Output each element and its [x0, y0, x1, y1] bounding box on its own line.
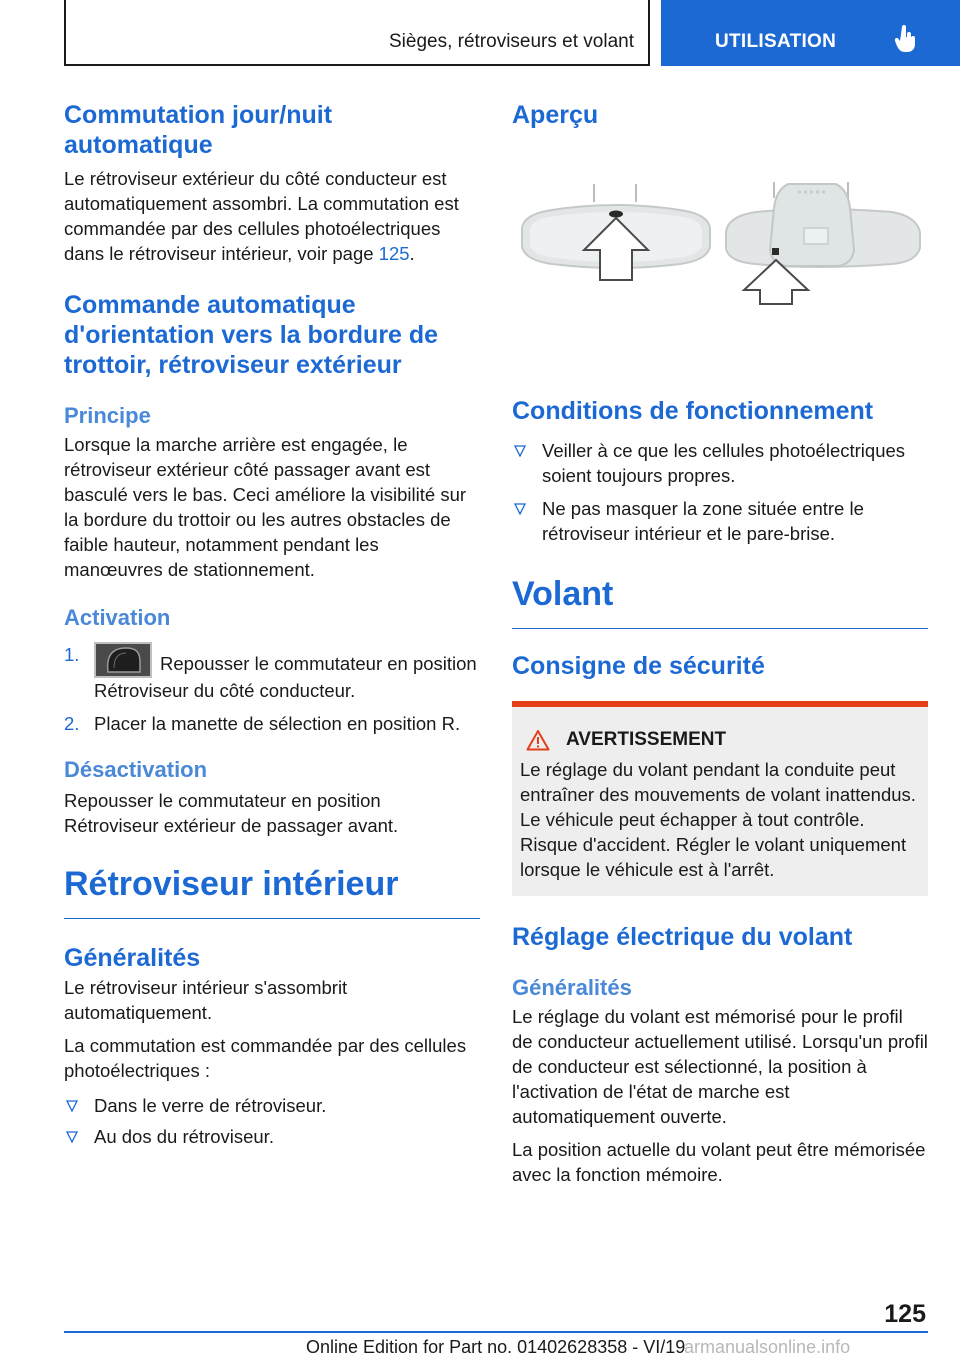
footer-divider: [64, 1331, 928, 1333]
heading-consigne: Consigne de sécurité: [512, 652, 765, 680]
paragraph-desactivation: Repousser le commutateur en position Rétroviseur extérieur de passager avant.: [64, 790, 399, 836]
paragraph-daynight-end: .: [409, 243, 415, 264]
header-chapter-tab[interactable]: [661, 0, 960, 66]
heading-apercu: Aperçu: [512, 101, 599, 129]
condition-text: Ne pas masquer la zone située entre le rétroviseur intérieur et le pare-brise.: [542, 498, 864, 544]
edition-note: Online Edition for Part no. 01402628358 - VI/19: [306, 1337, 686, 1357]
heading-daynight: Commutation jour/nuit automatique: [64, 101, 333, 159]
heading-curb: Commande automatique d'orientation vers la bordure de trottoir, rétroviseur extérieur: [64, 291, 439, 379]
paragraph-reglage2: La position actuelle du volant peut être mémorisée avec la fonction mémoire.: [512, 1139, 926, 1185]
header-section-title: Sièges, rétroviseurs et volant: [388, 31, 634, 52]
step-text: Placer la manette de sélection en position R.: [94, 713, 461, 734]
paragraph-gen2: La commutation est commandée par des cellules photoélectriques :: [64, 1035, 467, 1081]
header-chapter-title: UTILISATION: [715, 31, 837, 52]
pointing-hand-icon: [895, 25, 917, 53]
activation-step-2: [64, 711, 480, 736]
triangle-bullet-icon: [66, 1100, 78, 1112]
triangle-bullet-icon: [514, 503, 526, 515]
warning-text: Le réglage du volant pendant la conduite peut entraîner des mouvements de volant inattendus. Le véhicule peut échapper à tout contrôle. Risque d'accident. Régler le volant uniquement lorsque le véhicule est à l'arrêt.: [520, 759, 916, 880]
bullet-text: Au dos du rétroviseur.: [94, 1126, 274, 1147]
heading-desactivation: Désactivation: [64, 757, 208, 782]
step-number: 2.: [64, 713, 80, 734]
triangle-bullet-icon: [66, 1131, 78, 1143]
heading-reglage: Réglage électrique du volant: [512, 923, 853, 951]
bullet-item: [64, 1093, 480, 1118]
heading-activation: Activation: [64, 605, 171, 630]
header-section-box: [64, 0, 650, 66]
heading-volant: Volant: [512, 574, 928, 629]
heading-generalites: Généralités: [64, 944, 201, 972]
right-column: [512, 100, 928, 1187]
rear-view-mirror-illustration: [512, 178, 928, 368]
page-number: 125: [884, 1300, 926, 1328]
heading-generalites-2: Généralités: [512, 975, 632, 1000]
page-link[interactable]: 125: [378, 243, 410, 264]
paragraph-gen1: Le rétroviseur intérieur s'assombrit automatiquement.: [64, 977, 348, 1023]
bullet-item: [64, 1124, 480, 1149]
watermark: armanualsonline.info: [684, 1337, 851, 1357]
warning-box: [512, 707, 928, 896]
mirror-diagram: [512, 178, 928, 368]
triangle-bullet-icon: [514, 445, 526, 457]
left-column: [64, 100, 480, 1149]
condition-item: [512, 496, 928, 546]
condition-item: [512, 438, 928, 488]
warning-triangle-icon: [526, 729, 550, 751]
warning-block: [512, 701, 928, 896]
mirror-switch-button-icon: [94, 642, 152, 678]
heading-principe: Principe: [64, 403, 151, 428]
condition-text: Veiller à ce que les cellules photoélectriques soient toujours propres.: [542, 440, 906, 486]
heading-conditions: Conditions de fonctionnement: [512, 397, 874, 425]
paragraph-daynight: [64, 166, 480, 266]
step-number: 1.: [64, 644, 80, 665]
warning-title: [520, 729, 920, 751]
heading-retro-int: Rétroviseur intérieur: [64, 864, 480, 919]
paragraph-reglage1: Le réglage du volant est mémorisé pour le profil de conducteur actuellement utilisé. Lorsqu'un profil de conducteur est sélectionné, la position à l'activation de l'état de marche est automatiquement ouverte.: [512, 1006, 928, 1127]
bullet-text: Dans le verre de rétroviseur.: [94, 1095, 327, 1116]
warning-title-text: AVERTISSEMENT: [566, 729, 727, 750]
activation-step-1: [64, 642, 480, 703]
paragraph-daynight-text: Le rétroviseur extérieur du côté conducteur est automatiquement assombri. La commutation est commandée par des cellules photoélectriques dans le rétroviseur intérieur, voir page: [64, 168, 459, 264]
step-text: Repousser le commutateur en position Rétroviseur du côté conducteur.: [94, 653, 477, 701]
paragraph-principe: Lorsque la marche arrière est engagée, le rétroviseur extérieur côté passager avant est basculé vers le bas. Ceci améliore la visibilité sur la bordure du trottoir ou les autres obstacles de faible hauteur, notamment pendant les manœuvres de stationnement.: [64, 434, 467, 580]
